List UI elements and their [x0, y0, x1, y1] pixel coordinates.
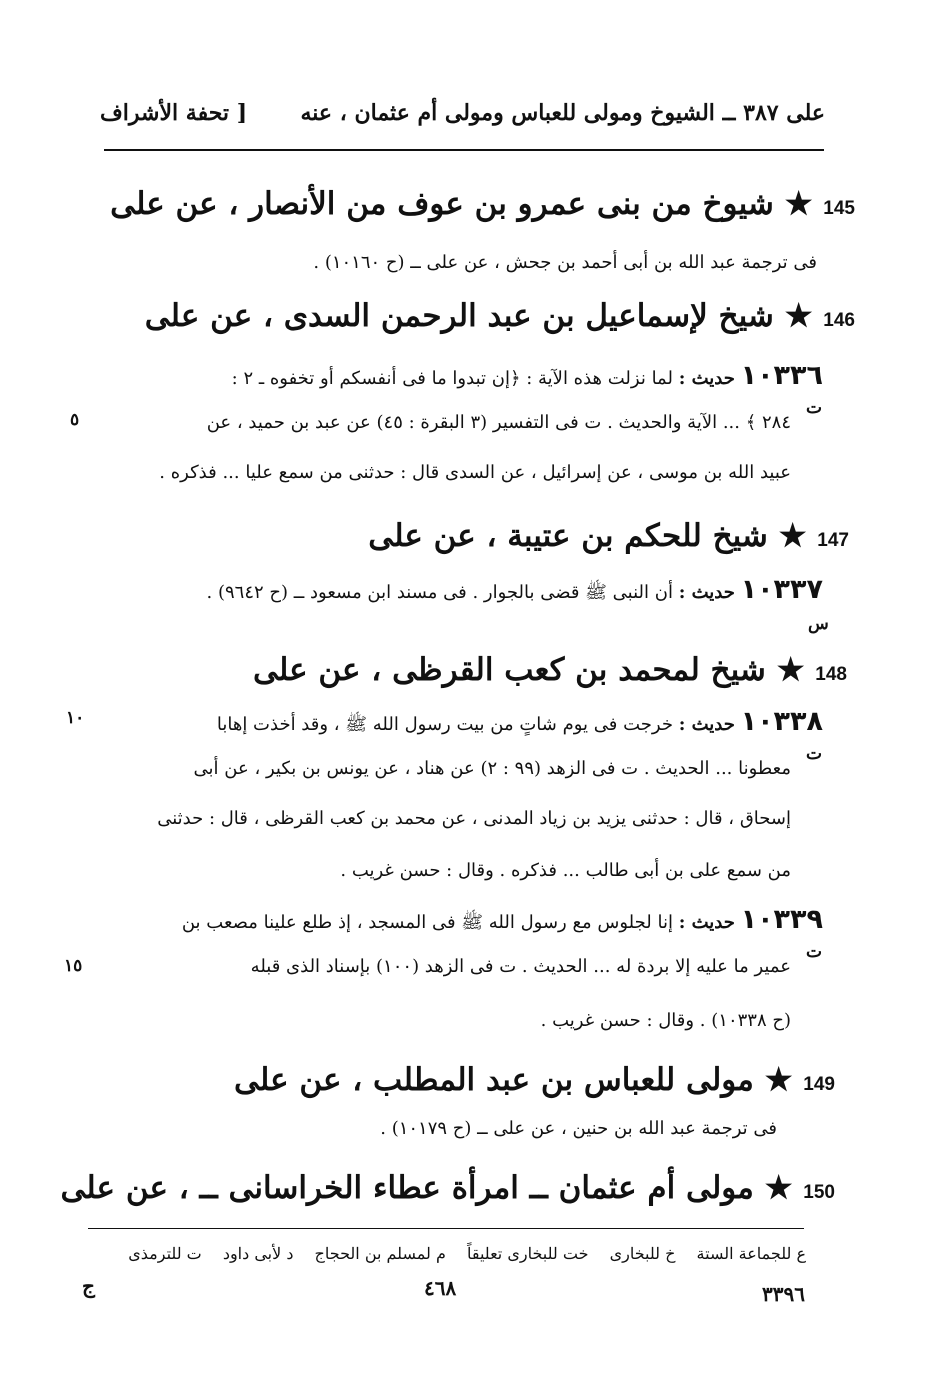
- hadith-10337-siglum: س: [808, 614, 829, 634]
- entry-145-note: فى ترجمة عبد الله بن أبى أحمد بن جحش ، عن على ــ (ح ١٠١٦٠) .: [313, 252, 817, 273]
- hadith-label: حديث :: [678, 714, 735, 735]
- hadith-10338-line-4: من سمع على بن أبى طالب ... فذكره . وقال : حسن غريب .: [340, 860, 791, 881]
- entry-number: 146: [823, 310, 855, 331]
- hadith-label: حديث :: [678, 582, 735, 603]
- hadith-10338-line-3: إسحاق ، قال : حدثنى يزيد بن زياد المدنى ، عن محمد بن كعب القرظى ، قال : حدثنى: [157, 808, 791, 829]
- entry-title: شيخ لمحمد بن كعب القرظى ، عن على: [253, 652, 766, 688]
- hadith-label: حديث :: [678, 368, 735, 389]
- entry-title: مولى أم عثمان ــ امرأة عطاء الخراسانى ــ ، عن على: [60, 1170, 754, 1206]
- entry-number: 145: [823, 198, 855, 219]
- header-book-title: [ تحفة الأشراف: [100, 100, 248, 126]
- hadith-10336-line-1: [232, 360, 823, 391]
- entry-title: شيوخ من بنى عمرو بن عوف من الأنصار ، عن على: [110, 186, 774, 222]
- hadith-10339-line-3: (ح ١٠٣٣٨) . وقال : حسن غريب .: [540, 1010, 791, 1031]
- volume-mark: ج: [82, 1274, 95, 1298]
- entry-title: شيخ للحكم بن عتيبة ، عن على: [368, 518, 768, 554]
- abbreviation: ع للجماعة الستة: [696, 1244, 806, 1263]
- header-title: على ٣٨٧ ــ الشيوخ ومولى للعباس ومولى أم عثمان ، عنه: [300, 100, 825, 126]
- margin-line-number: ٥: [70, 410, 80, 430]
- hadith-10339-siglum: ت: [806, 942, 823, 962]
- hadith-text: أن النبى ﷺ قضى بالجوار . فى مسند ابن مسعود ــ (ح ٩٦٤٢) .: [206, 582, 673, 603]
- hadith-10339-line-2: عمير ما عليه إلا بردة له ... الحديث . ت فى الزهد (١٠٠) بإسناد الذى قبله: [250, 956, 791, 977]
- hadith-number: ١٠٣٣٨: [740, 706, 823, 737]
- entry-number: 150: [803, 1182, 835, 1203]
- page-number: ٤٦٨: [424, 1276, 457, 1300]
- entry-number: 148: [815, 664, 847, 685]
- entry-number: 147: [817, 530, 849, 551]
- entry-148-heading: 148 ★ شيخ لمحمد بن كعب القرظى ، عن على: [253, 652, 847, 688]
- hadith-10338-siglum: ت: [806, 744, 823, 764]
- footer-rule: [88, 1228, 804, 1229]
- entry-150-heading: 150 ★ مولى أم عثمان ــ امرأة عطاء الخراسانى ــ ، عن على: [60, 1170, 835, 1206]
- header-rule: [104, 149, 824, 151]
- running-header: [100, 96, 825, 140]
- entry-147-heading: 147 ★ شيخ للحكم بن عتيبة ، عن على: [368, 518, 849, 554]
- hadith-label: حديث :: [678, 912, 735, 933]
- abbreviation: د لأبى داود: [222, 1244, 294, 1263]
- hadith-10337-line-1: [207, 574, 823, 607]
- hadith-number: ١٠٣٣٦: [740, 360, 823, 391]
- entry-146-heading: 146 ★ شيخ لإسماعيل بن عبد الرحمن السدى ، عن على: [144, 298, 855, 334]
- hadith-10336-line-2: ٢٨٤ ﴾ ... الآية والحديث . ت فى التفسير (٣ البقرة : ٤٥) عن عبد بن حميد ، عن: [206, 412, 791, 433]
- serial-number: ٣٣٩٦: [762, 1282, 805, 1306]
- entry-title: مولى للعباس بن عبد المطلب ، عن على: [233, 1062, 754, 1098]
- hadith-10336-siglum: ت: [806, 398, 823, 418]
- abbreviation: خ للبخارى: [609, 1244, 676, 1263]
- entry-149-heading: 149 ★ مولى للعباس بن عبد المطلب ، عن على: [233, 1062, 835, 1098]
- hadith-text: إنا لجلوس مع رسول الله ﷺ فى المسجد ، إذ طلع علينا مصعب بن: [181, 912, 673, 933]
- hadith-text: لما نزلت هذه الآية : ﴿إن تبدوا ما فى أنفسكم أو تخفوه ـ ٢ :: [231, 368, 673, 389]
- hadith-text: خرجت فى يوم شاتٍ من بيت رسول الله ﷺ ، وقد أخذت إهابا: [216, 714, 673, 735]
- margin-line-number: ١٥: [64, 956, 83, 976]
- hadith-number: ١٠٣٣٧: [740, 574, 823, 605]
- hadith-10339-line-1: [182, 904, 823, 937]
- hadith-10338-line-1: [217, 706, 823, 739]
- entry-number: 149: [803, 1074, 835, 1095]
- hadith-number: ١٠٣٣٩: [740, 904, 823, 935]
- abbreviation: م لمسلم بن الحجاج: [314, 1244, 446, 1263]
- margin-line-number: ١٠: [66, 708, 85, 728]
- entry-title: شيخ لإسماعيل بن عبد الرحمن السدى ، عن على: [144, 298, 774, 334]
- abbreviation: خت للبخارى تعليقاً: [466, 1244, 589, 1263]
- hadith-10338-line-2: معطونا ... الحديث . ت فى الزهد (٩٩ : ٢) عن هناد ، عن يونس بن بكير ، عن أبى: [193, 758, 791, 779]
- hadith-10336-line-3: عبيد الله بن موسى ، عن إسرائيل ، عن السدى قال : حدثنى من سمع عليا ... فذكره .: [159, 462, 791, 483]
- abbreviation: ت للترمذى: [128, 1244, 202, 1263]
- abbreviations-key: [84, 1244, 806, 1263]
- entry-145-heading: 145 ★ شيوخ من بنى عمرو بن عوف من الأنصار ، عن على: [110, 186, 855, 222]
- entry-149-note: فى ترجمة عبد الله بن حنين ، عن على ــ (ح ١٠١٧٩) .: [380, 1118, 777, 1139]
